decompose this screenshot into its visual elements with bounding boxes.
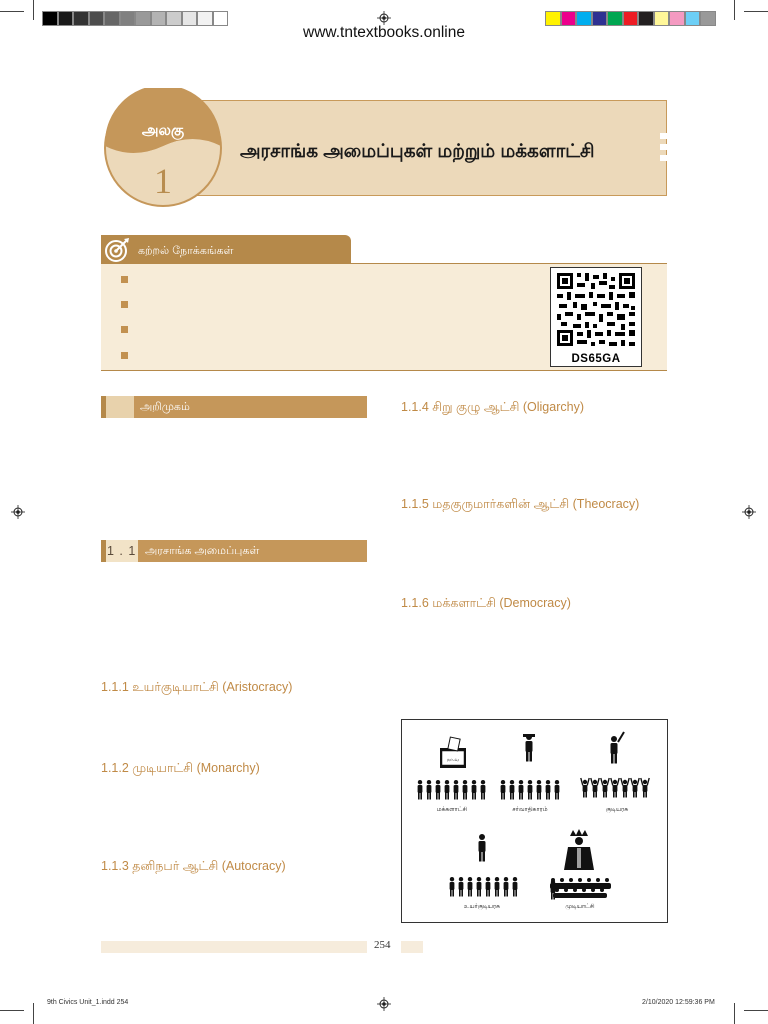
section-bar-lead xyxy=(101,540,106,562)
registration-mark-icon xyxy=(742,505,756,519)
crop-mark xyxy=(744,11,768,12)
crop-mark xyxy=(0,11,24,12)
crop-mark xyxy=(744,1010,768,1011)
objective-bullet xyxy=(121,276,128,283)
monarchy-subjects-rows xyxy=(550,878,611,900)
registration-mark-icon xyxy=(377,997,391,1011)
section-heading: அரசாங்க அமைப்புகள் xyxy=(145,545,260,557)
intro-heading: அறிமுகம் xyxy=(140,401,190,413)
crop-mark xyxy=(33,0,34,20)
objective-bullet xyxy=(121,326,128,333)
qr-code-text: DS65GA xyxy=(571,353,621,365)
intro-bar-gap xyxy=(106,396,134,418)
registration-mark-icon xyxy=(11,505,25,519)
crop-mark xyxy=(33,1003,34,1024)
registration-mark-icon xyxy=(377,11,391,25)
government-types-illustration xyxy=(402,720,667,922)
crop-mark xyxy=(734,1003,735,1024)
subheading-oligarchy: 1.1.4 சிறு குழு ஆட்சி (Oligarchy) xyxy=(401,400,584,414)
caption-aristocracy: உயர்குடியரசு xyxy=(464,904,500,910)
objectives-label: கற்றல் நோக்கங்கள் xyxy=(138,245,234,257)
unit-label: அலகு xyxy=(141,122,185,139)
republic-leader-icon xyxy=(611,732,625,764)
unit-title: அரசாங்க அமைப்புகள் மற்றும் மக்களாட்சி xyxy=(240,140,595,161)
edge-tab xyxy=(660,133,668,139)
government-types-figure xyxy=(401,719,668,923)
aristocracy-people-row xyxy=(450,877,518,897)
qr-pattern-icon xyxy=(551,268,641,350)
subheading-monarchy: 1.1.2 முடியாட்சி (Monarchy) xyxy=(101,761,260,775)
caption-republic: குடியரசு xyxy=(605,807,629,813)
citizens-row xyxy=(418,780,486,800)
section-number: 1 . 1 xyxy=(107,544,137,558)
caption-democracy: மக்களாட்சி xyxy=(436,807,468,813)
target-icon xyxy=(104,237,130,263)
aristocrat-icon xyxy=(479,834,486,862)
qr-code[interactable] xyxy=(550,267,642,367)
subheading-democracy: 1.1.6 மக்களாட்சி (Democracy) xyxy=(401,596,571,610)
unit-number: 1 xyxy=(154,161,172,201)
footer-bar-left xyxy=(101,941,367,953)
ballot-box-icon xyxy=(440,737,466,768)
cheering-crowd-row xyxy=(581,778,649,798)
crop-mark xyxy=(0,1010,24,1011)
subheading-autocracy: 1.1.3 தனிநபர் ஆட்சி (Autocracy) xyxy=(101,859,286,873)
objective-bullet xyxy=(121,352,128,359)
timestamp-slug: 2/10/2020 12:59:36 PM xyxy=(642,999,715,1006)
page-number: 254 xyxy=(374,939,391,951)
subheading-aristocracy: 1.1.1 உயர்குடியாட்சி (Aristocracy) xyxy=(101,680,293,694)
ballot-box-sign: நா.வ xyxy=(447,757,459,763)
caption-monarchy: முடியாட்சி xyxy=(565,904,595,910)
king-icon xyxy=(564,829,594,870)
crop-mark xyxy=(734,0,735,20)
caption-dictatorship: சர்வாதிகாரம் xyxy=(512,807,548,813)
subheading-theocracy: 1.1.5 மதகுருமார்களின் ஆட்சி (Theocracy) xyxy=(401,497,640,511)
soldiers-row xyxy=(501,780,560,800)
footer-bar-right xyxy=(401,941,423,953)
edge-tab xyxy=(660,144,668,150)
edge-tab xyxy=(660,155,668,161)
file-slug: 9th Civics Unit_1.indd 254 xyxy=(47,999,129,1006)
objective-bullet xyxy=(121,301,128,308)
intro-bar-lead xyxy=(101,396,106,418)
site-url[interactable]: www.tntextbooks.online xyxy=(303,24,465,41)
dictator-icon xyxy=(523,734,535,762)
